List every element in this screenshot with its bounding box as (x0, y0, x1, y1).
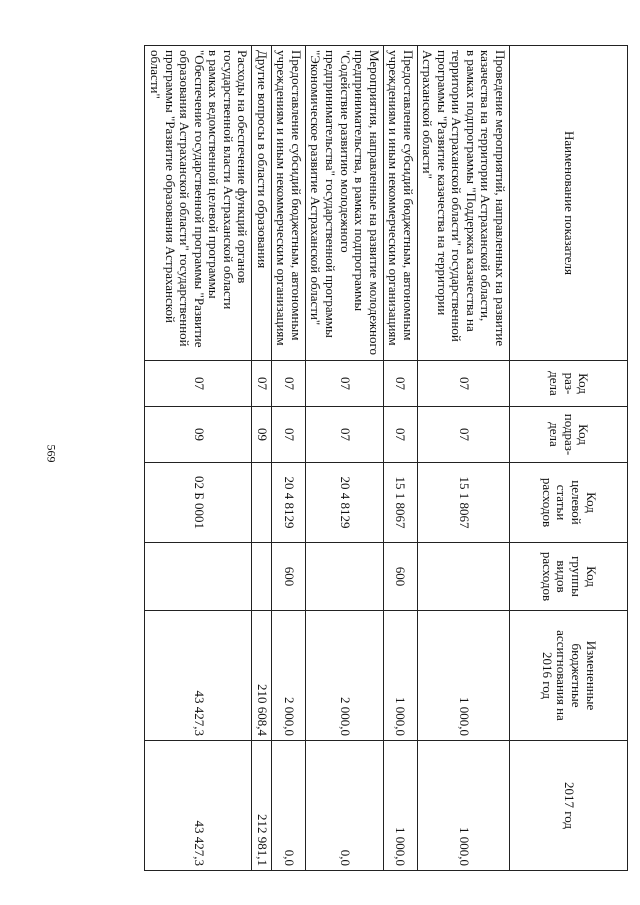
row-razdel: 07 (271, 361, 305, 407)
row-statya: 15 1 8067 (383, 463, 417, 543)
row-razdel: 07 (383, 361, 417, 407)
table-header-row (510, 46, 628, 871)
row-statya: 02 Б 0001 (145, 463, 252, 543)
row-statya: 20 4 8129 (271, 463, 305, 543)
row-razdel: 07 (252, 361, 272, 407)
row-vid (417, 543, 509, 611)
row-2017: 0,0 (271, 741, 305, 871)
header-name: Наименование показателя (510, 46, 628, 361)
row-izm-2016: 2 000,0 (305, 611, 383, 741)
row-name: Расходы на обеспечение функций органов государственной власти Астраханской области в рамках ведомственной целевой программы "Обеспечение государственной программы "Развитие образования Астраханской области" государственной программы "Развитие образования Астраханской области" (145, 46, 252, 361)
page-number: 569 (44, 444, 59, 463)
header-podrazdel: Код подраз- дела (510, 407, 628, 463)
row-name: Мероприятия, направленные на развитие молодежного предпринимательства, в рамках подпрограммы "Содействие развитию молодежного предпринимательства" государственной программы "Экономическое развитие Астраханской области" (305, 46, 383, 361)
table-row (383, 46, 417, 871)
header-statya: Код целевой статьи расходов (510, 463, 628, 543)
row-statya: 20 4 8129 (305, 463, 383, 543)
budget-table-wrapper (147, 45, 628, 870)
row-razdel: 07 (145, 361, 252, 407)
row-izm-2016: 210 608,4 (252, 611, 272, 741)
header-razdel: Код раз- дела (510, 361, 628, 407)
row-izm-2016: 1 000,0 (383, 611, 417, 741)
row-2017: 212 981,1 (252, 741, 272, 871)
row-vid: 600 (383, 543, 417, 611)
row-vid: 600 (271, 543, 305, 611)
row-2017: 43 427,3 (145, 741, 252, 871)
table-row (145, 46, 252, 871)
table-row (271, 46, 305, 871)
row-podrazdel: 07 (305, 407, 383, 463)
row-2017: 0,0 (305, 741, 383, 871)
row-name: Предоставление субсидий бюджетным, автономным учреждениям и иным некоммерческим организациям (271, 46, 305, 361)
row-izm-2016: 2 000,0 (271, 611, 305, 741)
row-2017: 1 000,0 (383, 741, 417, 871)
row-name: Проведение мероприятий, направленных на развитие казачества на территории Астраханской области, в рамках подпрограммы "Поддержка казачества на территории Астраханской области" государственной программы "Развитие казачества на территории Астраханской области" (417, 46, 509, 361)
table-row (417, 46, 509, 871)
table-row (305, 46, 383, 871)
row-statya: 15 1 8067 (417, 463, 509, 543)
row-name: Другие вопросы в области образования (252, 46, 272, 361)
header-2017: 2017 год (510, 741, 628, 871)
row-podrazdel: 07 (383, 407, 417, 463)
row-name: Предоставление субсидий бюджетным, автономным учреждениям и иным некоммерческим организациям (383, 46, 417, 361)
header-izm-2016: Измененные бюджетные ассигнования на 2016 год (510, 611, 628, 741)
row-izm-2016: 43 427,3 (145, 611, 252, 741)
row-vid (305, 543, 383, 611)
header-vid: Код группы видов расходов (510, 543, 628, 611)
table-row (252, 46, 272, 871)
row-vid (252, 543, 272, 611)
row-razdel: 07 (305, 361, 383, 407)
row-vid (145, 543, 252, 611)
row-podrazdel: 07 (417, 407, 509, 463)
row-podrazdel: 09 (145, 407, 252, 463)
budget-table (144, 45, 628, 871)
row-izm-2016: 1 000,0 (417, 611, 509, 741)
row-podrazdel: 07 (271, 407, 305, 463)
row-statya (252, 463, 272, 543)
row-razdel: 07 (417, 361, 509, 407)
row-podrazdel: 09 (252, 407, 272, 463)
row-2017: 1 000,0 (417, 741, 509, 871)
